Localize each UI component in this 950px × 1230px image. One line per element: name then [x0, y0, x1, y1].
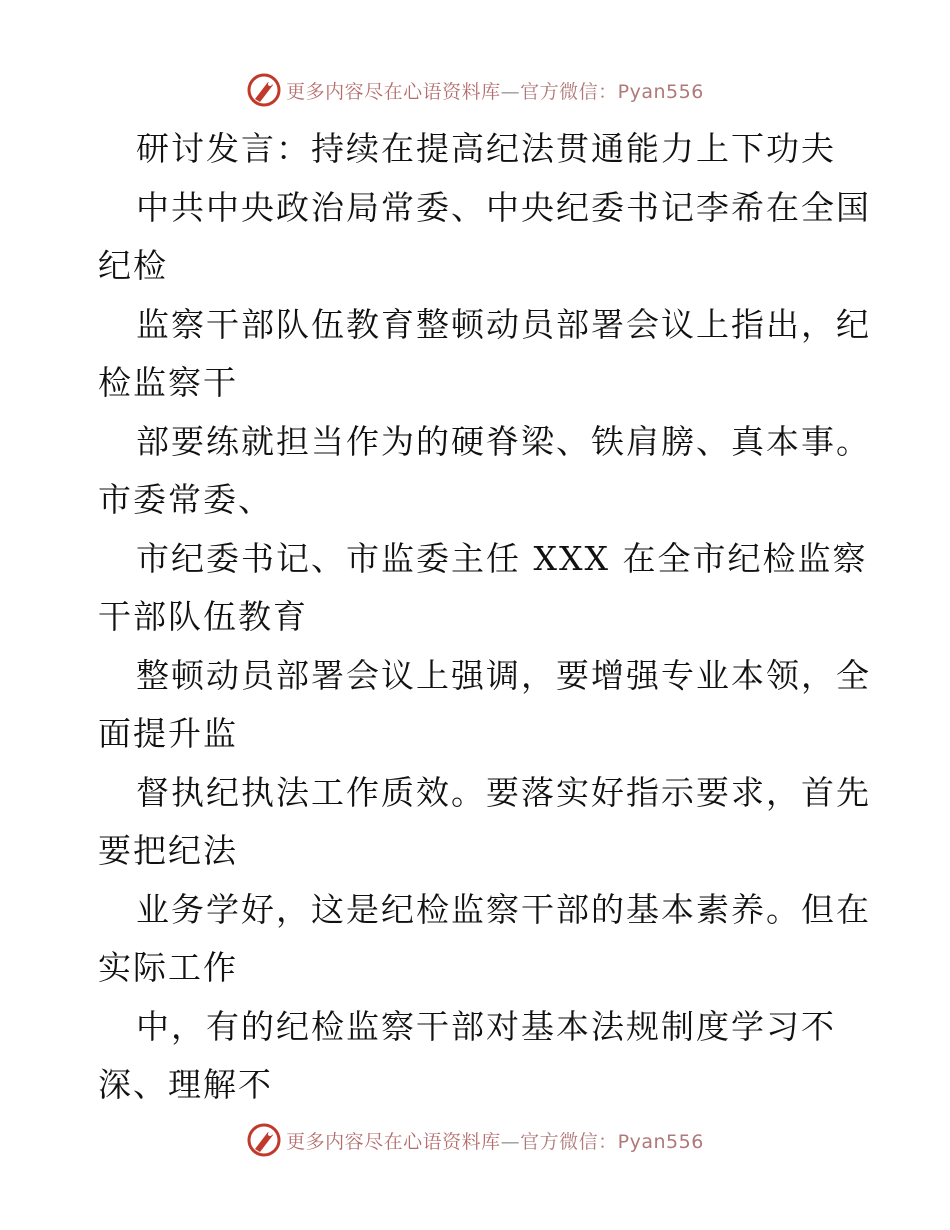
text-line: 深、理解不: [98, 1065, 273, 1104]
text-line: 面提升监: [98, 714, 238, 753]
text-line: 监察干部队伍教育整顿动员部署会议上指出，纪: [136, 304, 871, 344]
text-line: 实际工作: [98, 948, 238, 987]
watermark-text: 更多内容尽在心语资料库—官方微信：Pyan556: [286, 1130, 704, 1153]
pen-logo-icon: [246, 72, 282, 108]
document-title: 研讨发言：持续在提高纪法贯通能力上下功夫: [136, 129, 836, 168]
watermark-footer: [0, 1120, 950, 1160]
text-line: 督执纪执法工作质效。要落实好指示要求，首先: [136, 772, 871, 812]
text-line: 中，有的纪检监察干部对基本法规制度学习不: [136, 1006, 836, 1046]
text-line: 干部队伍教育: [98, 597, 308, 636]
text-line: 市纪委书记、市监委主任 XXX 在全市纪检监察: [136, 538, 868, 578]
text-line: 市委常委、: [98, 480, 273, 519]
pen-logo-icon: [246, 1122, 282, 1158]
text-line: 整顿动员部署会议上强调，要增强专业本领，全: [136, 655, 871, 695]
text-line: 业务学好，这是纪检监察干部的基本素养。但在: [136, 889, 871, 929]
text-line: 检监察干: [98, 363, 238, 402]
document-body: [98, 120, 898, 1115]
text-line: 中共中央政治局常委、中央纪委书记李希在全国: [136, 187, 871, 227]
text-line: 纪检: [98, 246, 168, 285]
watermark-header: [0, 70, 950, 110]
watermark-text: 更多内容尽在心语资料库—官方微信：Pyan556: [286, 80, 704, 103]
text-line: 要把纪法: [98, 831, 238, 870]
text-line: 部要练就担当作为的硬脊梁、铁肩膀、真本事。: [136, 421, 871, 461]
